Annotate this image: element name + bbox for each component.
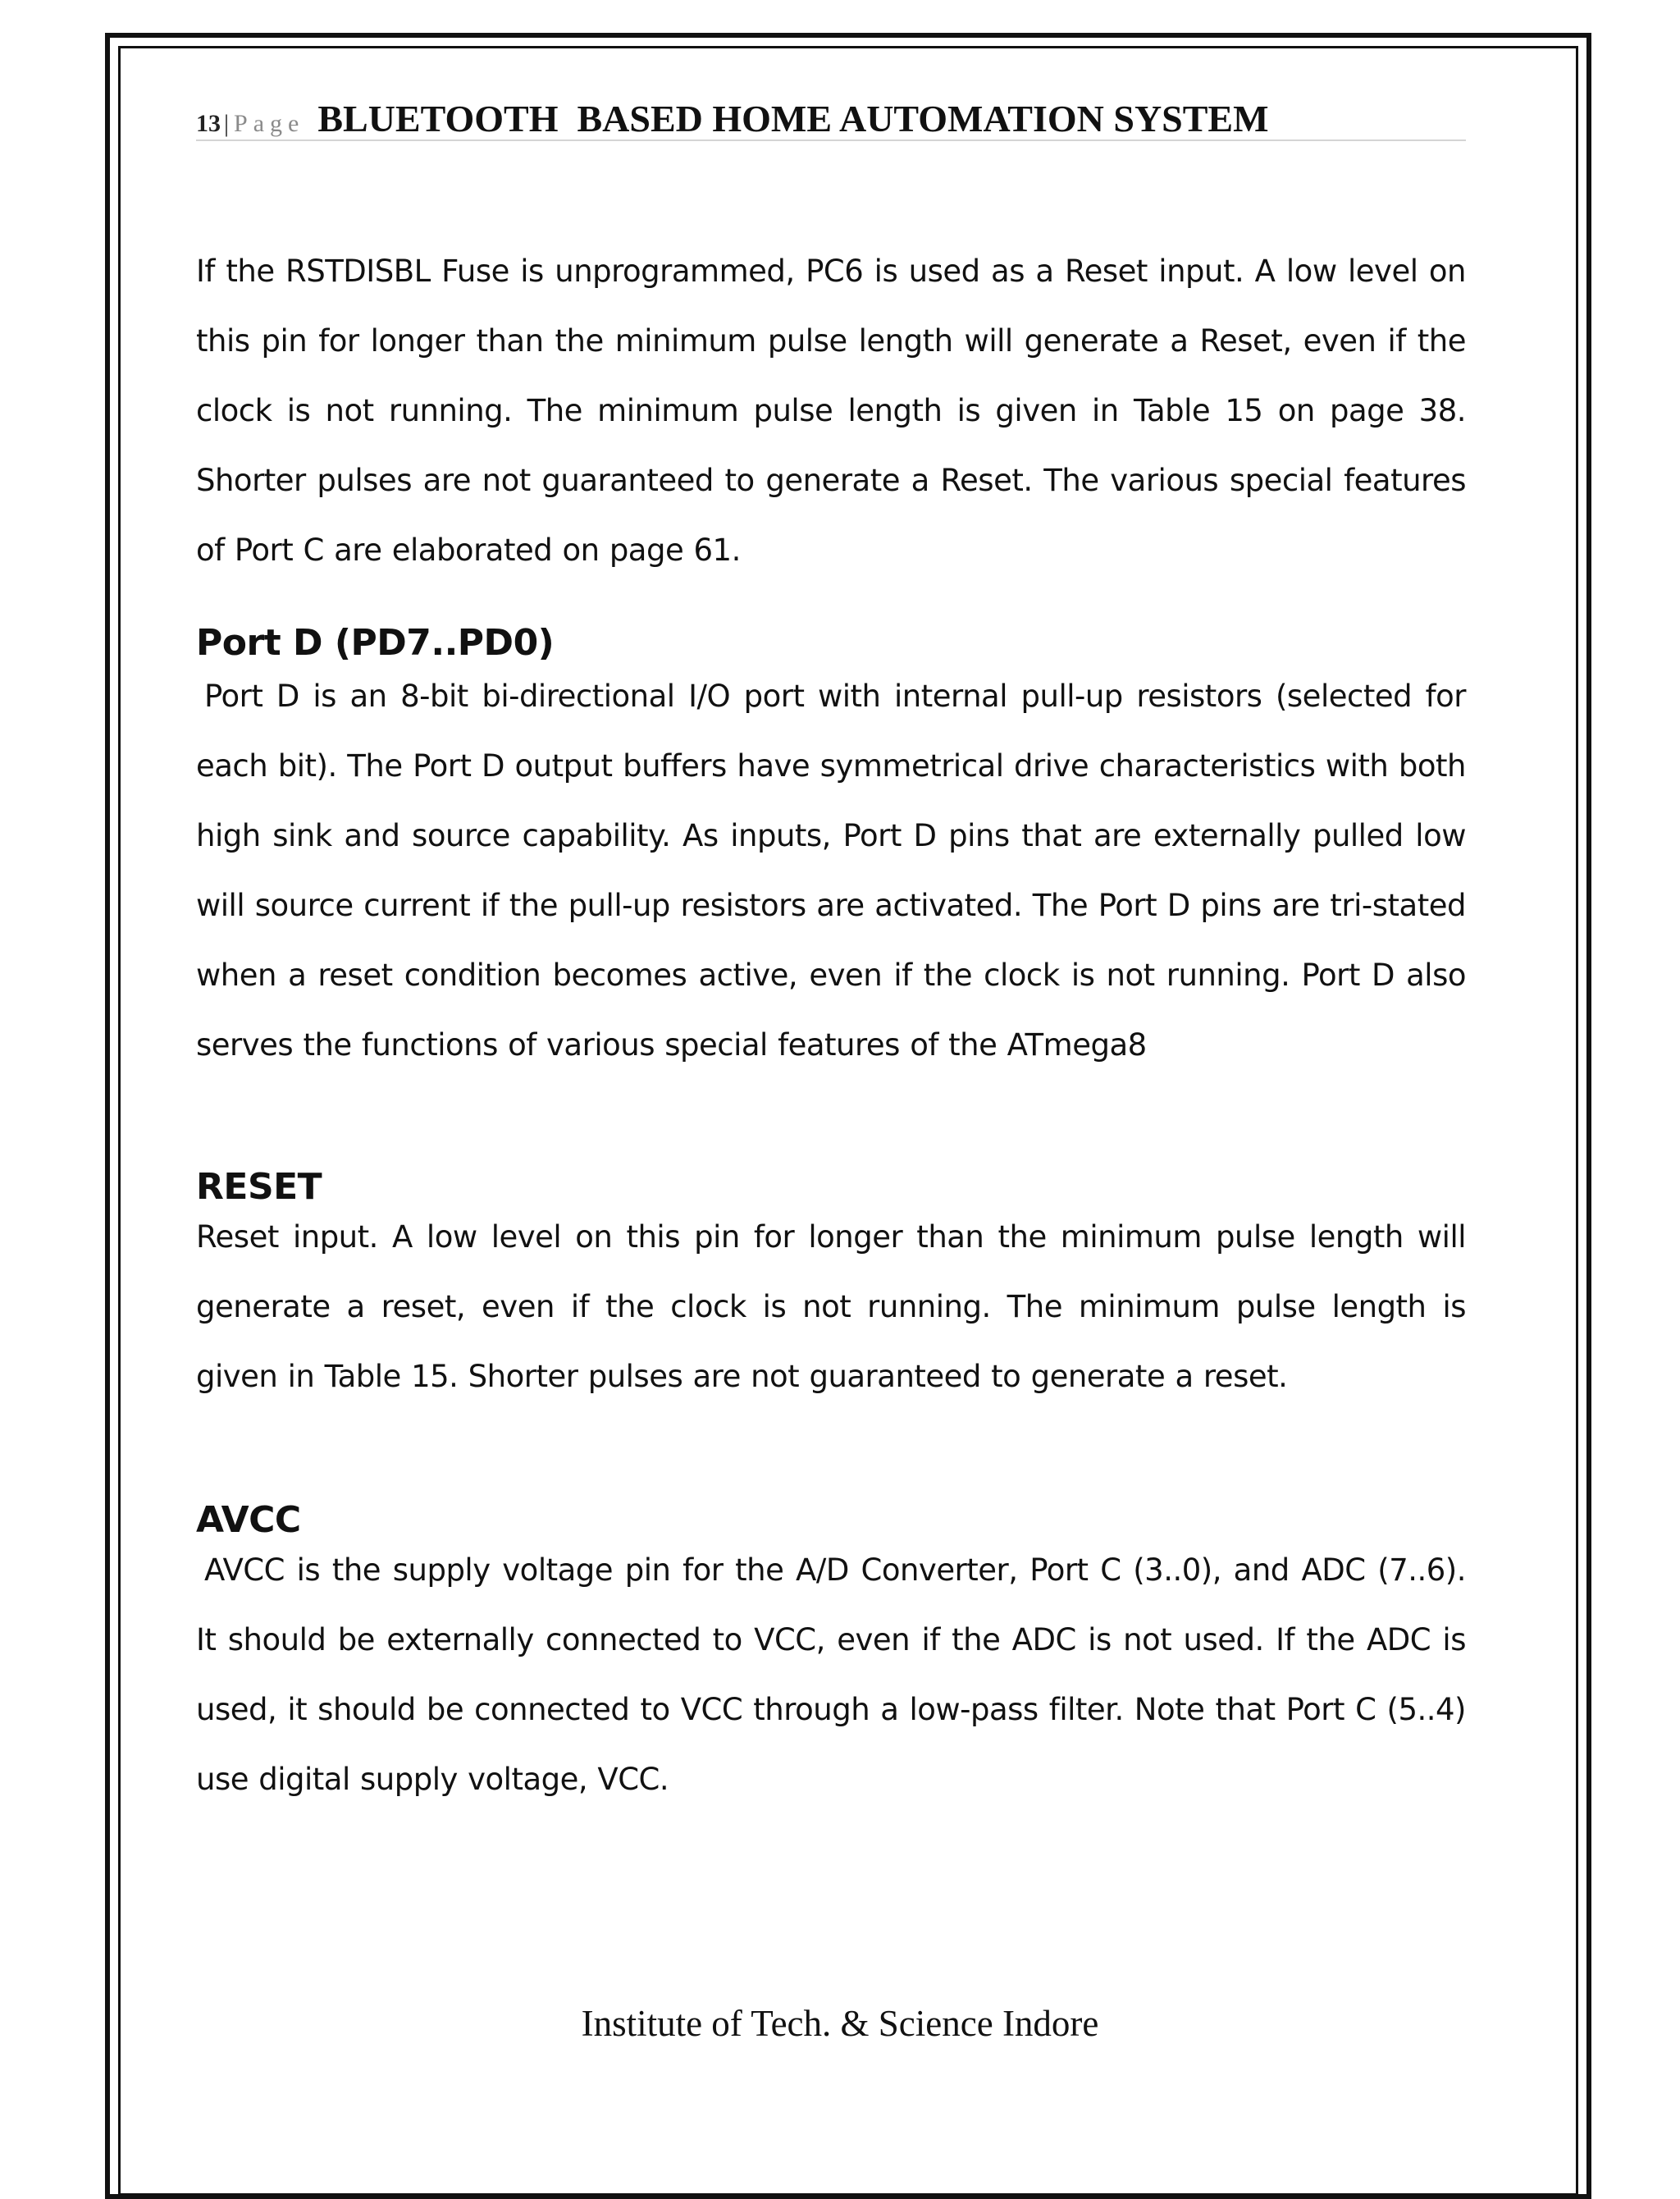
section-body-avcc: AVCC is the supply voltage pin for the A/D Converter, Port C (3..0), and ADC (7..6). It should be externally connected to VCC, even if the ADC is not used. If the ADC is used, it should be connected to VCC through a low-pass filter. Note that Port C (5..4) use digital supply voltage, VCC.	[196, 1552, 1466, 1797]
page-number: 13	[196, 110, 221, 137]
section-heading-reset: RESET	[196, 1166, 322, 1208]
page-word: Page	[234, 110, 305, 137]
intro-paragraph: If the RSTDISBL Fuse is unprogrammed, PC6 is used as a Reset input. A low level on this pin for longer than the minimum pulse length will generate a Reset, even if the clock is not running. The minimum pulse length is given in Table 15 on page 38. Shorter pulses are not guaranteed to generate a Reset. The various special features of Port C are elaborated on page 61.	[196, 254, 1466, 568]
page-separator: |	[224, 110, 230, 137]
section-heading-avcc: AVCC	[196, 1499, 301, 1541]
section-body-port-d: Port D is an 8-bit bi-directional I/O port with internal pull-up resistors (selected for each bit). The Port D output buffers have symmetrical drive characteristics with both high sink and source capability. As inputs, Port D pins that are externally pulled low will source current if the pull-up resistors are activated. The Port D pins are tri-stated when a reset condition becomes active, even if the clock is not running. Port D also serves the functions of various special features of the ATmega8	[196, 679, 1466, 1063]
page-header	[196, 97, 1466, 141]
section-body-reset: Reset input. A low level on this pin for longer than the minimum pulse length will generate a reset, even if the clock is not running. The minimum pulse length is given in Table 15. Shorter pulses are not guaranteed to generate a reset.	[196, 1219, 1466, 1394]
document-title: BLUETOOTH BASED HOME AUTOMATION SYSTEM	[317, 98, 1269, 139]
page-content	[196, 97, 1466, 1814]
page-footer: Institute of Tech. & Science Indore	[581, 2003, 1099, 2044]
section-heading-port-d: Port D (PD7..PD0)	[196, 622, 555, 664]
